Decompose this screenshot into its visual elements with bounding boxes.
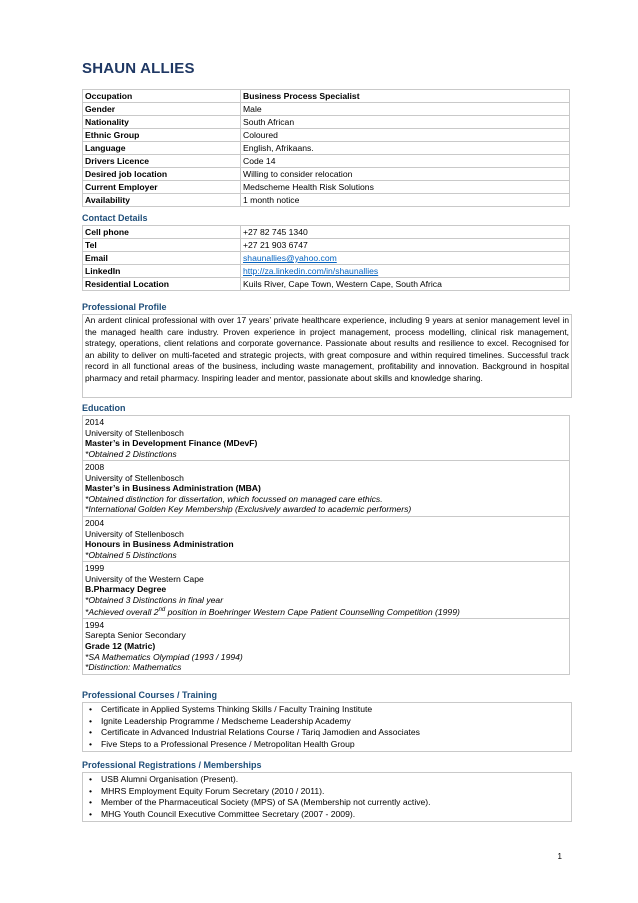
table-row <box>83 90 570 103</box>
education-table <box>82 415 570 675</box>
row-value: Code 14 <box>241 155 570 168</box>
education-year: 2014 <box>85 417 105 427</box>
education-institution: University of Stellenbosch <box>85 472 184 483</box>
table-row <box>83 278 570 291</box>
row-label: Drivers Licence <box>83 155 241 168</box>
contact-details-heading: Contact Details <box>82 213 148 223</box>
education-institution: University of Stellenbosch <box>85 528 184 539</box>
table-row <box>83 239 570 252</box>
list-item: • Certificate in Advanced Industrial Relations Course / Tariq Jamodien and Associates <box>85 727 569 739</box>
education-year: 1999 <box>85 563 105 573</box>
list-item: • Five Steps to a Professional Presence / Metropolitan Health Group <box>85 739 569 751</box>
row-value: +27 21 903 6747 <box>241 239 570 252</box>
education-entry <box>83 562 570 619</box>
row-label: Language <box>83 142 241 155</box>
row-value: Kuils River, Cape Town, Western Cape, South Africa <box>241 278 570 291</box>
education-note: *Obtained distinction for dissertation, which focussed on managed care ethics. <box>85 493 383 504</box>
contact-details-table <box>82 225 570 291</box>
education-year: 1994 <box>85 619 105 630</box>
professional-profile-heading: Professional Profile <box>82 302 167 312</box>
table-row <box>83 155 570 168</box>
row-value: 1 month notice <box>241 194 570 207</box>
education-note: *Distinction: Mathematics <box>85 662 182 673</box>
table-row <box>83 103 570 116</box>
education-year: 2008 <box>85 462 105 472</box>
row-label: Email <box>83 252 241 265</box>
education-note: *Achieved overall 2nd position in Boehringer Western Cape Patient Counselling Competition (1999) <box>85 607 460 618</box>
courses-list-box <box>82 702 572 752</box>
courses-list <box>85 704 569 750</box>
list-item: • USB Alumni Organisation (Present). <box>85 774 569 786</box>
table-row <box>83 252 570 265</box>
table-row <box>83 129 570 142</box>
table-row <box>83 116 570 129</box>
row-value: South African <box>241 116 570 129</box>
row-value: +27 82 745 1340 <box>241 226 570 239</box>
linkedin-link[interactable]: http://za.linkedin.com/in/shaunallies <box>243 266 379 276</box>
row-label: Nationality <box>83 116 241 129</box>
education-entry <box>83 461 570 517</box>
page-number: 1 <box>557 852 562 861</box>
row-value: Coloured <box>241 129 570 142</box>
list-item: • MHG Youth Council Executive Committee Secretary (2007 - 2009). <box>85 809 569 821</box>
row-value: Business Process Specialist <box>241 90 570 103</box>
row-label: LinkedIn <box>83 265 241 278</box>
row-label: Cell phone <box>83 226 241 239</box>
table-row <box>83 181 570 194</box>
education-institution: Sarepta Senior Secondary <box>85 630 186 641</box>
education-note: *SA Mathematics Olympiad (1993 / 1994) <box>85 651 243 662</box>
row-value: English, Afrikaans. <box>241 142 570 155</box>
row-value: Willing to consider relocation <box>241 168 570 181</box>
education-degree: Honours in Business Administration <box>85 539 234 550</box>
education-note: *Obtained 5 Distinctions <box>85 549 177 560</box>
row-label: Current Employer <box>83 181 241 194</box>
education-degree: Master’s in Development Finance (MDevF) <box>85 438 258 449</box>
row-value: Male <box>241 103 570 116</box>
row-label: Ethnic Group <box>83 129 241 142</box>
row-label: Availability <box>83 194 241 207</box>
education-entry <box>83 517 570 562</box>
list-item: • Member of the Pharmaceutical Society (MPS) of SA (Membership not currently active). <box>85 797 569 809</box>
candidate-name: SHAUN ALLIES <box>82 60 195 77</box>
table-row <box>83 226 570 239</box>
row-label: Desired job location <box>83 168 241 181</box>
personal-details-table <box>82 89 570 207</box>
row-label: Residential Location <box>83 278 241 291</box>
table-row <box>83 194 570 207</box>
education-degree: B.Pharmacy Degree <box>85 584 167 595</box>
education-heading: Education <box>82 403 126 413</box>
list-item: • MHRS Employment Equity Forum Secretary (2010 / 2011). <box>85 786 569 798</box>
education-entry <box>83 618 570 674</box>
education-year: 2004 <box>85 518 105 528</box>
row-label: Gender <box>83 103 241 116</box>
registrations-list-box <box>82 772 572 822</box>
education-institution: University of Stellenbosch <box>85 427 184 438</box>
education-degree: Master’s in Business Administration (MBA) <box>85 483 261 494</box>
professional-profile-text: An ardent clinical professional with over 17 years’ private healthcare experience, including 9 years at senior management level in the managed health care industry. Proven experience in project management, process modelling, clinical risk management, strategy, operations, client relations and corporate governance. Passionate about results and resilience to excel. Recognised for an ability to deliver on multi-faceted and strategic projects, with great composure and within required timelines. Successful track record in all functional areas of the business, including waste management, profitability and innovation. Background in hospital pharmacy and retail pharmacy. Inspiring leader and mentor, passionate about skills and knowledge sharing. <box>82 314 572 398</box>
education-entry <box>83 416 570 461</box>
registrations-heading: Professional Registrations / Memberships <box>82 760 262 770</box>
education-degree: Grade 12 (Matric) <box>85 641 156 652</box>
list-item: • Ignite Leadership Programme / Medscheme Leadership Academy <box>85 716 569 728</box>
education-institution: University of the Western Cape <box>85 573 204 584</box>
row-label: Tel <box>83 239 241 252</box>
education-note: *International Golden Key Membership (Exclusively awarded to academic performers) <box>85 504 412 515</box>
courses-heading: Professional Courses / Training <box>82 690 218 700</box>
table-row <box>83 265 570 278</box>
email-link[interactable]: shaunallies@yahoo.com <box>243 253 337 263</box>
table-row <box>83 142 570 155</box>
table-row <box>83 168 570 181</box>
education-note: *Obtained 2 Distinctions <box>85 448 177 459</box>
registrations-list <box>85 774 569 820</box>
list-item: • Certificate in Applied Systems Thinking Skills / Faculty Training Institute <box>85 704 569 716</box>
row-label: Occupation <box>83 90 241 103</box>
education-note: *Obtained 3 Distinctions in final year <box>85 594 224 605</box>
row-value: Medscheme Health Risk Solutions <box>241 181 570 194</box>
